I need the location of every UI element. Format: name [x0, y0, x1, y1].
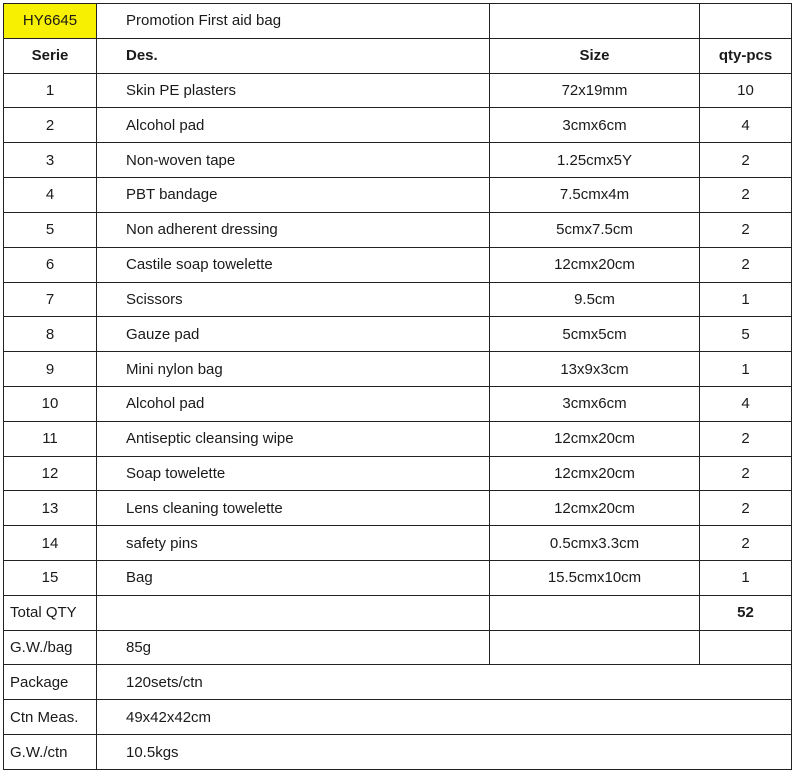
table-row: [4, 491, 792, 526]
des-cell: Mini nylon bag: [97, 352, 490, 387]
size-cell: 72x19mm: [490, 73, 700, 108]
serie-cell: 14: [4, 526, 97, 561]
qty-cell: 2: [700, 143, 792, 178]
product-code-cell: HY6645: [4, 4, 97, 39]
serie-cell: 15: [4, 561, 97, 596]
table-row: [4, 317, 792, 352]
product-title-cell: Promotion First aid bag: [97, 4, 490, 39]
table-row: [4, 178, 792, 213]
qty-cell: 10: [700, 73, 792, 108]
des-cell: Castile soap towelette: [97, 247, 490, 282]
empty-cell: [97, 595, 490, 630]
qty-cell: 2: [700, 212, 792, 247]
qty-cell: 1: [700, 282, 792, 317]
gw-bag-label: G.W./bag: [4, 630, 97, 665]
qty-cell: 1: [700, 352, 792, 387]
size-cell: 7.5cmx4m: [490, 178, 700, 213]
serie-cell: 10: [4, 386, 97, 421]
first-aid-spec-table: [3, 3, 792, 770]
size-cell: 1.25cmx5Y: [490, 143, 700, 178]
package-label: Package: [4, 665, 97, 700]
qty-cell: 2: [700, 456, 792, 491]
col-header-serie: Serie: [4, 38, 97, 73]
qty-cell: 2: [700, 526, 792, 561]
table-row: [4, 561, 792, 596]
serie-cell: 12: [4, 456, 97, 491]
serie-cell: 6: [4, 247, 97, 282]
gw-ctn-row: [4, 735, 792, 770]
empty-cell: [700, 4, 792, 39]
table-row: [4, 282, 792, 317]
gw-ctn-label: G.W./ctn: [4, 735, 97, 770]
serie-cell: 4: [4, 178, 97, 213]
qty-cell: 4: [700, 108, 792, 143]
gw-bag-value: 85g: [97, 630, 490, 665]
serie-cell: 13: [4, 491, 97, 526]
ctn-meas-row: [4, 700, 792, 735]
size-cell: 12cmx20cm: [490, 456, 700, 491]
des-cell: Skin PE plasters: [97, 73, 490, 108]
serie-cell: 9: [4, 352, 97, 387]
gw-bag-row: [4, 630, 792, 665]
des-cell: Soap towelette: [97, 456, 490, 491]
qty-cell: 2: [700, 421, 792, 456]
qty-cell: 1: [700, 561, 792, 596]
des-cell: Non-woven tape: [97, 143, 490, 178]
serie-cell: 5: [4, 212, 97, 247]
table-row: [4, 456, 792, 491]
size-cell: 15.5cmx10cm: [490, 561, 700, 596]
gw-ctn-value: 10.5kgs: [97, 735, 792, 770]
des-cell: Gauze pad: [97, 317, 490, 352]
des-cell: Alcohol pad: [97, 386, 490, 421]
serie-cell: 11: [4, 421, 97, 456]
table-row: [4, 352, 792, 387]
des-cell: Alcohol pad: [97, 108, 490, 143]
table-row: [4, 143, 792, 178]
empty-cell: [490, 4, 700, 39]
table-row: [4, 386, 792, 421]
total-row: [4, 595, 792, 630]
qty-cell: 2: [700, 247, 792, 282]
table-row: [4, 108, 792, 143]
des-cell: safety pins: [97, 526, 490, 561]
empty-cell: [700, 630, 792, 665]
des-cell: Scissors: [97, 282, 490, 317]
size-cell: 13x9x3cm: [490, 352, 700, 387]
size-cell: 12cmx20cm: [490, 491, 700, 526]
des-cell: PBT bandage: [97, 178, 490, 213]
size-cell: 0.5cmx3.3cm: [490, 526, 700, 561]
size-cell: 12cmx20cm: [490, 421, 700, 456]
total-qty-value: 52: [700, 595, 792, 630]
empty-cell: [490, 595, 700, 630]
empty-cell: [490, 630, 700, 665]
serie-cell: 2: [4, 108, 97, 143]
col-header-size: Size: [490, 38, 700, 73]
table-row: [4, 73, 792, 108]
size-cell: 3cmx6cm: [490, 386, 700, 421]
table-row: [4, 526, 792, 561]
ctn-meas-label: Ctn Meas.: [4, 700, 97, 735]
qty-cell: 2: [700, 178, 792, 213]
table-row: [4, 421, 792, 456]
size-cell: 12cmx20cm: [490, 247, 700, 282]
des-cell: Bag: [97, 561, 490, 596]
qty-cell: 5: [700, 317, 792, 352]
size-cell: 5cmx7.5cm: [490, 212, 700, 247]
table-row: [4, 212, 792, 247]
des-cell: Lens cleaning towelette: [97, 491, 490, 526]
des-cell: Antiseptic cleansing wipe: [97, 421, 490, 456]
serie-cell: 7: [4, 282, 97, 317]
qty-cell: 2: [700, 491, 792, 526]
total-qty-label: Total QTY: [4, 595, 97, 630]
qty-cell: 4: [700, 386, 792, 421]
size-cell: 3cmx6cm: [490, 108, 700, 143]
size-cell: 5cmx5cm: [490, 317, 700, 352]
ctn-meas-value: 49x42x42cm: [97, 700, 792, 735]
size-cell: 9.5cm: [490, 282, 700, 317]
col-header-des: Des.: [97, 38, 490, 73]
package-row: [4, 665, 792, 700]
serie-cell: 3: [4, 143, 97, 178]
col-header-qty: qty-pcs: [700, 38, 792, 73]
des-cell: Non adherent dressing: [97, 212, 490, 247]
package-value: 120sets/ctn: [97, 665, 792, 700]
table-row: [4, 247, 792, 282]
serie-cell: 1: [4, 73, 97, 108]
serie-cell: 8: [4, 317, 97, 352]
